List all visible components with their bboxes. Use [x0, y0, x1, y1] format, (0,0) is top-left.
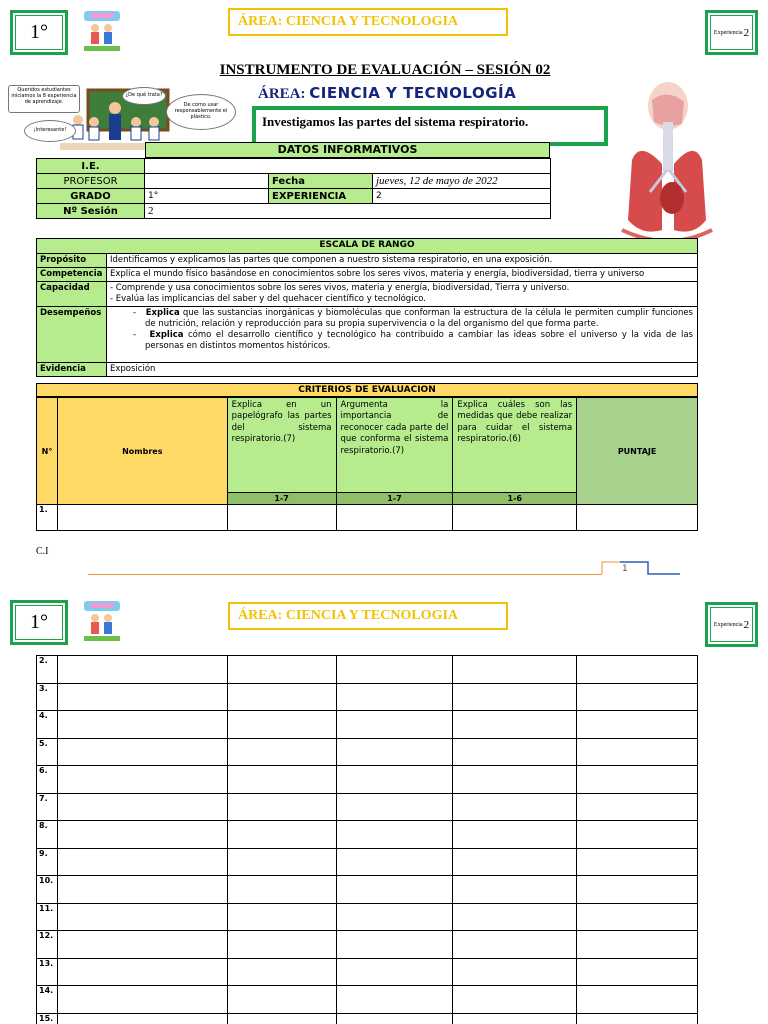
score-cell[interactable]: [336, 793, 453, 821]
page-number: 1: [622, 564, 628, 574]
fecha-label: Fecha: [269, 174, 373, 189]
score-cell[interactable]: [336, 876, 453, 904]
student-name-cell[interactable]: [57, 821, 227, 849]
row-number: 11.: [37, 903, 58, 931]
student-name-cell[interactable]: [57, 793, 227, 821]
row-number: 4.: [37, 711, 58, 739]
experience-number: 2: [743, 618, 750, 631]
score-cell[interactable]: [453, 986, 577, 1014]
student-name-cell[interactable]: [57, 931, 227, 959]
score-cell[interactable]: [227, 821, 336, 849]
escala-table: [36, 238, 698, 377]
criterios-grid: [36, 397, 698, 531]
score-cell[interactable]: [336, 958, 453, 986]
ie-label: I.E.: [37, 159, 145, 174]
puntaje-cell[interactable]: [577, 683, 698, 711]
table-row: [37, 711, 698, 739]
puntaje-cell[interactable]: [577, 876, 698, 904]
range-1: 1-7: [227, 493, 336, 505]
criterion-3: Explica cuáles son las medidas que debe realizar para cuidar el sistema respiratorio.(6): [453, 398, 577, 493]
score-cell[interactable]: [453, 958, 577, 986]
score-cell[interactable]: [227, 848, 336, 876]
proposito-value: Identificamos y explicamos las partes que componen a nuestro sistema respiratorio, en una exposición.: [107, 253, 698, 267]
row-number: 13.: [37, 958, 58, 986]
score-cell[interactable]: [336, 656, 453, 684]
score-cell[interactable]: [227, 711, 336, 739]
grade-box: [10, 10, 68, 55]
score-cell[interactable]: [336, 738, 453, 766]
score-cell[interactable]: [336, 683, 453, 711]
n-label: N°: [37, 398, 58, 505]
competencia-label: Competencia: [37, 267, 107, 281]
student-name-cell[interactable]: [57, 711, 227, 739]
desempeno-2: - Explica cómo el desarrollo científico y tecnológico ha contribuido a cambiar las ideas sobre el universo y la vida de las personas en distintos momentos históricos.: [133, 329, 693, 352]
grado-value: 1°: [145, 189, 269, 204]
row-number: 2.: [37, 656, 58, 684]
school-kids-logo: [78, 598, 126, 646]
area-banner: ÁREA: CIENCIA Y TECNOLOGIA: [228, 602, 508, 630]
student-name-cell[interactable]: [57, 738, 227, 766]
score-cell[interactable]: [453, 505, 577, 531]
score-cell[interactable]: [227, 656, 336, 684]
range-3: 1-6: [453, 493, 577, 505]
score-cell[interactable]: [453, 931, 577, 959]
puntaje-cell[interactable]: [577, 711, 698, 739]
score-cell[interactable]: [227, 986, 336, 1014]
puntaje-cell[interactable]: [577, 766, 698, 794]
puntaje-cell[interactable]: [577, 656, 698, 684]
student-name-cell[interactable]: [57, 1013, 227, 1024]
student-name-cell[interactable]: [57, 876, 227, 904]
score-cell[interactable]: [453, 821, 577, 849]
score-cell[interactable]: [227, 958, 336, 986]
speech-bubble-teacher: Queridos estudiantes iniciamos la 8 experiencia de aprendizaje.: [8, 85, 80, 113]
row-number: 14.: [37, 986, 58, 1014]
table-row: [37, 793, 698, 821]
puntaje-cell[interactable]: [577, 821, 698, 849]
score-cell[interactable]: [336, 505, 453, 531]
experiencia-label: EXPERIENCIA: [269, 189, 373, 204]
student-name-cell[interactable]: [57, 505, 227, 531]
puntaje-cell[interactable]: [577, 958, 698, 986]
table-row: [37, 1013, 698, 1024]
score-cell[interactable]: [453, 656, 577, 684]
table-row: [37, 821, 698, 849]
footer-left: C.I: [36, 546, 49, 557]
student-name-cell[interactable]: [57, 766, 227, 794]
desempeno-1: - Explica que las sustancias inorgánicas y biomoléculas que conforman la estructura de la célula le permiten cumplir funciones de nutrición, relación y reproducción para su propia supervivencia o la del organismo del que forma parte.: [133, 307, 693, 329]
table-row: [37, 876, 698, 904]
score-cell[interactable]: [336, 821, 453, 849]
table-row: [37, 656, 698, 684]
puntaje-cell[interactable]: [577, 793, 698, 821]
row-number: 15.: [37, 1013, 58, 1024]
proposito-label: Propósito: [37, 253, 107, 267]
area-banner: ÁREA: CIENCIA Y TECNOLOGIA: [228, 8, 508, 36]
score-cell[interactable]: [453, 711, 577, 739]
table-row: [37, 903, 698, 931]
score-cell[interactable]: [227, 793, 336, 821]
puntaje-cell[interactable]: [577, 848, 698, 876]
footer-page-decoration: [600, 560, 682, 578]
desempenos-value: [107, 306, 698, 362]
grado-label: GRADO: [37, 189, 145, 204]
profesor-label: PROFESOR: [37, 174, 145, 189]
row-number: 12.: [37, 931, 58, 959]
datos-heading: DATOS INFORMATIVOS: [145, 142, 550, 158]
evidencia-value: Exposición: [107, 362, 698, 376]
score-cell[interactable]: [453, 876, 577, 904]
capacidad-label: Capacidad: [37, 281, 107, 306]
score-cell[interactable]: [453, 766, 577, 794]
area-title: ÁREA: CIENCIA Y TECNOLOGÍA: [258, 84, 517, 102]
score-cell[interactable]: [227, 903, 336, 931]
score-cell[interactable]: [336, 766, 453, 794]
nombres-label: Nombres: [57, 398, 227, 505]
competencia-value: Explica el mundo físico basándose en conocimientos sobre los seres vivos, materia y energía, biodiversidad, tierra y universo: [107, 267, 698, 281]
table-row: [37, 931, 698, 959]
score-cell[interactable]: [453, 793, 577, 821]
school-kids-logo: [78, 8, 126, 56]
score-cell[interactable]: [336, 931, 453, 959]
puntaje-cell[interactable]: [577, 1013, 698, 1024]
speech-bubble-answer: De cómo usar responsablemente el plástico.: [166, 94, 236, 130]
desempenos-label: Desempeños: [37, 306, 107, 362]
experience-number: 2: [743, 26, 750, 39]
score-cell[interactable]: [227, 683, 336, 711]
escala-heading: ESCALA DE RANGO: [37, 239, 698, 254]
puntaje-cell[interactable]: [577, 986, 698, 1014]
experience-box: [705, 602, 758, 647]
experience-box: [705, 10, 758, 55]
ie-value: [145, 159, 551, 174]
table-row: [37, 738, 698, 766]
score-cell[interactable]: [227, 931, 336, 959]
criterios-heading-row: [36, 383, 698, 397]
sesion-value: 2: [145, 204, 551, 219]
student-name-cell[interactable]: [57, 903, 227, 931]
row-number: 3.: [37, 683, 58, 711]
table-row: [37, 958, 698, 986]
capacidad-value: - Comprende y usa conocimientos sobre los seres vivos, materia y energía, biodiversidad, Tierra y universo. - Evalúa las implicancias del saber y del quehacer científico y tecnológico.: [107, 281, 698, 306]
table-row: [37, 683, 698, 711]
criterion-1: Explica en un papelógrafo las partes del sistema respiratorio.(7): [227, 398, 336, 493]
topic-box: Investigamos las partes del sistema respiratorio.: [252, 106, 608, 146]
grade-box: [10, 600, 68, 645]
score-cell[interactable]: [453, 903, 577, 931]
sesion-label: Nº Sesión: [37, 204, 145, 219]
row-number: 10.: [37, 876, 58, 904]
score-cell[interactable]: [453, 683, 577, 711]
score-cell[interactable]: [227, 766, 336, 794]
experiencia-value: 2: [373, 189, 551, 204]
range-2: 1-7: [336, 493, 453, 505]
row-number: 1.: [37, 505, 58, 531]
footer-divider: [88, 574, 602, 575]
table-row: [37, 986, 698, 1014]
row-number: 6.: [37, 766, 58, 794]
score-cell[interactable]: [336, 848, 453, 876]
score-cell[interactable]: [336, 1013, 453, 1024]
puntaje-label: PUNTAJE: [577, 398, 698, 505]
grade-label: 1°: [30, 21, 48, 43]
row-number: 7.: [37, 793, 58, 821]
score-cell[interactable]: [227, 1013, 336, 1024]
grade-label: 1°: [30, 611, 48, 633]
table-row: [37, 848, 698, 876]
score-cell[interactable]: [227, 876, 336, 904]
score-cell[interactable]: [453, 1013, 577, 1024]
fecha-value: jueves, 12 de mayo de 2022: [373, 174, 551, 189]
student-name-cell[interactable]: [57, 656, 227, 684]
experience-label: Experiencia: [713, 621, 743, 628]
table-row: [37, 766, 698, 794]
profesor-value: [145, 174, 269, 189]
page-title: INSTRUMENTO DE EVALUACIÓN – SESIÓN 02: [219, 62, 551, 78]
student-name-cell[interactable]: [57, 848, 227, 876]
evidencia-label: Evidencia: [37, 362, 107, 376]
row-number: 8.: [37, 821, 58, 849]
puntaje-cell[interactable]: [577, 931, 698, 959]
row-number: 5.: [37, 738, 58, 766]
score-cell[interactable]: [336, 711, 453, 739]
student-name-cell[interactable]: [57, 986, 227, 1014]
speech-bubble-interesting: ¡Interesante!: [24, 120, 76, 142]
score-cell[interactable]: [453, 738, 577, 766]
student-name-cell[interactable]: [57, 683, 227, 711]
score-cell[interactable]: [336, 903, 453, 931]
speech-bubble-question: ¿De qué trata?: [122, 87, 166, 105]
respiratory-system-illustration: [612, 80, 718, 248]
row-number: 9.: [37, 848, 58, 876]
experience-label: Experiencia: [713, 29, 743, 36]
criterion-2: Argumenta la importancia de reconocer cada parte del que conforma el sistema respiratorio.(7): [336, 398, 453, 493]
score-cell[interactable]: [227, 505, 336, 531]
score-cell[interactable]: [336, 986, 453, 1014]
puntaje-cell[interactable]: [577, 903, 698, 931]
datos-table: [36, 158, 551, 219]
puntaje-cell[interactable]: [577, 738, 698, 766]
score-cell[interactable]: [227, 738, 336, 766]
puntaje-cell[interactable]: [577, 505, 698, 531]
students-grid-page2: [36, 655, 698, 1024]
criterios-heading: CRITERIOS DE EVALUACION: [37, 384, 698, 397]
student-name-cell[interactable]: [57, 958, 227, 986]
score-cell[interactable]: [453, 848, 577, 876]
